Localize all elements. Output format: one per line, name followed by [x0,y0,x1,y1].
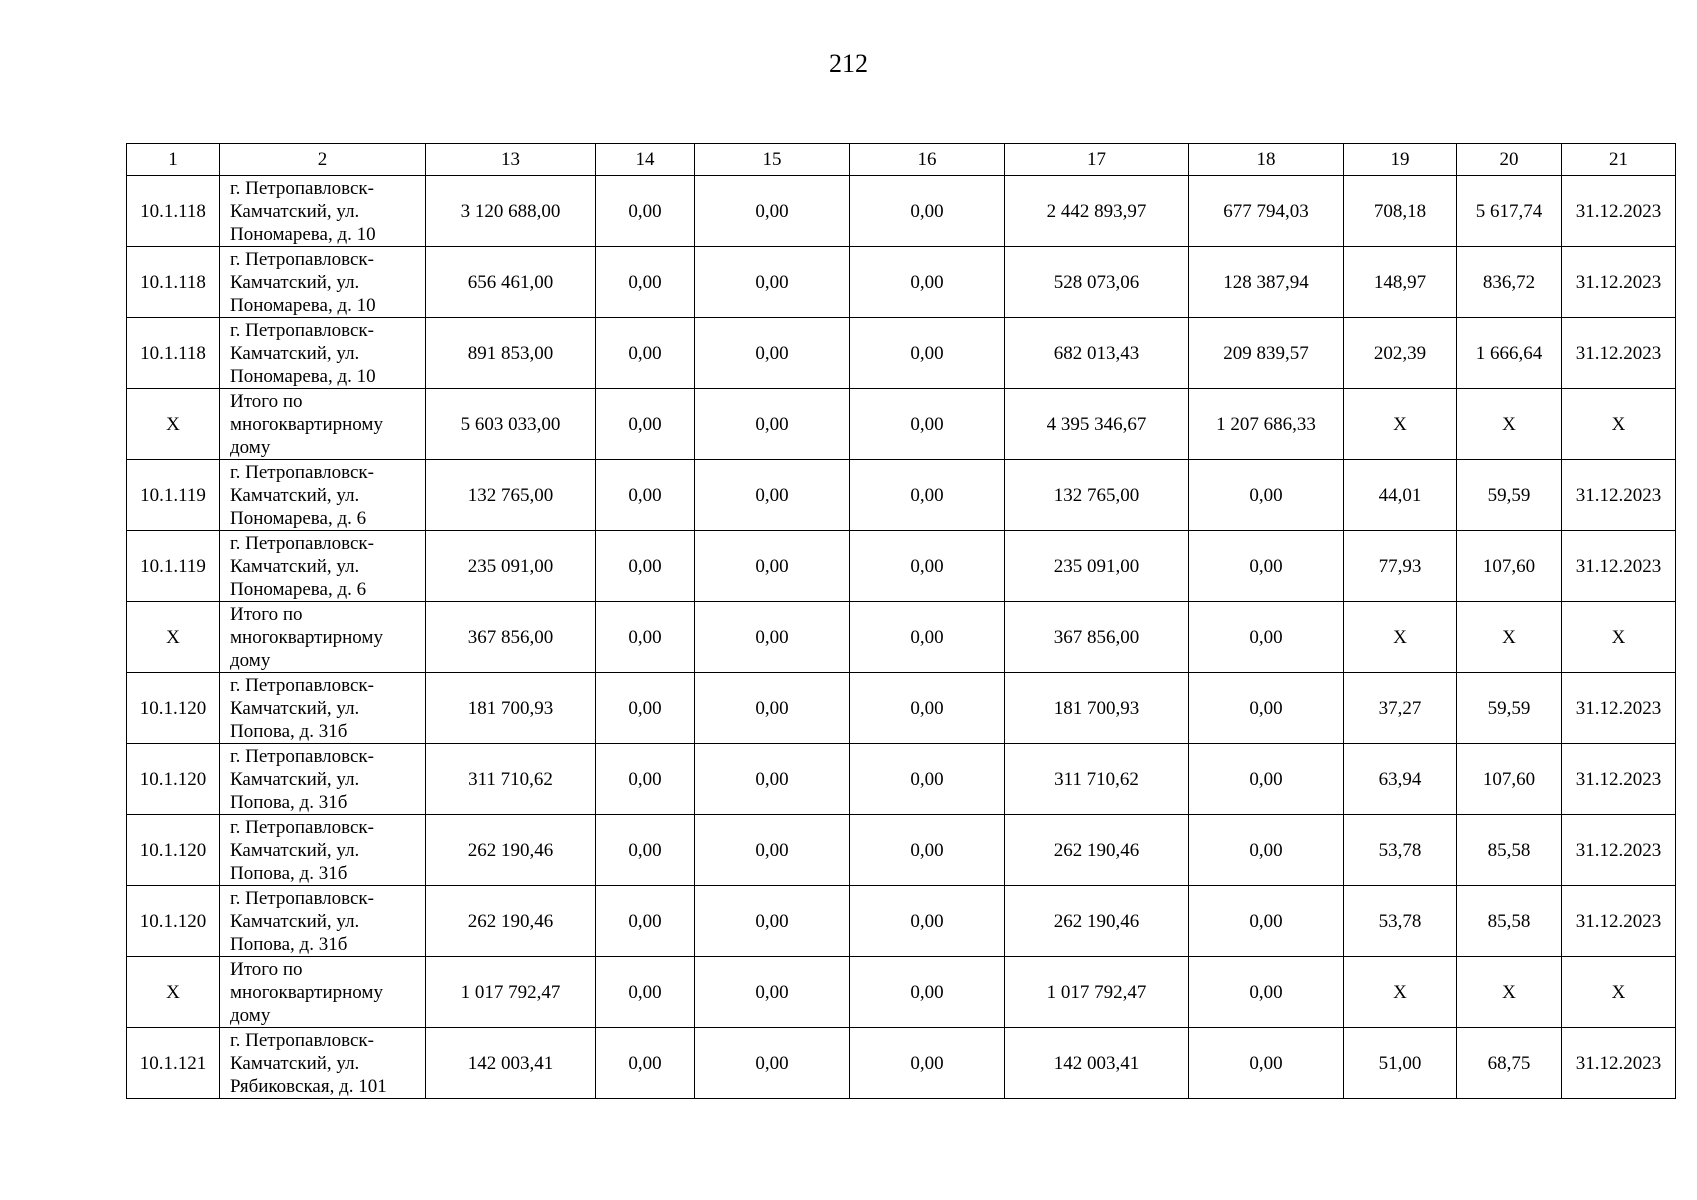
value-cell: 0,00 [695,389,850,460]
address-cell: г. Петропавловск- Камчатский, ул. Попова, д. 31б [220,673,426,744]
value-cell: 181 700,93 [426,673,596,744]
value-cell: 0,00 [1189,673,1344,744]
value-cell: 891 853,00 [426,318,596,389]
table-row [127,460,1676,531]
value-cell: 367 856,00 [426,602,596,673]
value-cell: 181 700,93 [1005,673,1189,744]
address-cell: Итого по многоквартирному дому [220,957,426,1028]
value-cell: 0,00 [596,815,695,886]
value-cell: 0,00 [850,673,1005,744]
value-cell: 0,00 [596,1028,695,1099]
value-cell: 528 073,06 [1005,247,1189,318]
column-header: 21 [1562,144,1676,176]
column-header: 16 [850,144,1005,176]
value-cell: 0,00 [695,602,850,673]
value-cell: X [1457,957,1562,1028]
value-cell: 677 794,03 [1189,176,1344,247]
date-cell: 31.12.2023 [1562,886,1676,957]
date-cell: X [1562,602,1676,673]
table-row [127,531,1676,602]
value-cell: 202,39 [1344,318,1457,389]
value-cell: 77,93 [1344,531,1457,602]
table-row [127,176,1676,247]
value-cell: 0,00 [1189,1028,1344,1099]
value-cell: 0,00 [695,673,850,744]
row-number-cell: 10.1.119 [127,460,220,531]
value-cell: 0,00 [850,247,1005,318]
address-cell: г. Петропавловск- Камчатский, ул. Пономарева, д. 10 [220,176,426,247]
value-cell: X [1344,957,1457,1028]
value-cell: 262 190,46 [1005,815,1189,886]
value-cell: 107,60 [1457,744,1562,815]
value-cell: 0,00 [1189,460,1344,531]
row-number-cell: 10.1.120 [127,673,220,744]
row-number-cell: X [127,389,220,460]
date-cell: 31.12.2023 [1562,318,1676,389]
value-cell: 0,00 [850,602,1005,673]
value-cell: X [1457,389,1562,460]
value-cell: 0,00 [596,176,695,247]
value-cell: 311 710,62 [426,744,596,815]
value-cell: X [1457,602,1562,673]
value-cell: 0,00 [1189,744,1344,815]
value-cell: 0,00 [596,389,695,460]
value-cell: 262 190,46 [1005,886,1189,957]
value-cell: 0,00 [1189,531,1344,602]
value-cell: 0,00 [850,176,1005,247]
value-cell: 656 461,00 [426,247,596,318]
subtotal-row [127,957,1676,1028]
row-number-cell: X [127,602,220,673]
value-cell: 1 207 686,33 [1189,389,1344,460]
value-cell: 0,00 [695,318,850,389]
date-cell: 31.12.2023 [1562,744,1676,815]
data-table [126,143,1676,1099]
column-header: 13 [426,144,596,176]
value-cell: 0,00 [695,1028,850,1099]
value-cell: 142 003,41 [1005,1028,1189,1099]
value-cell: 1 017 792,47 [1005,957,1189,1028]
address-cell: г. Петропавловск- Камчатский, ул. Попова, д. 31б [220,744,426,815]
value-cell: 0,00 [695,815,850,886]
value-cell: 708,18 [1344,176,1457,247]
value-cell: 53,78 [1344,886,1457,957]
date-cell: 31.12.2023 [1562,531,1676,602]
header-row [127,144,1676,176]
value-cell: 68,75 [1457,1028,1562,1099]
address-cell: г. Петропавловск- Камчатский, ул. Попова, д. 31б [220,886,426,957]
row-number-cell: 10.1.118 [127,318,220,389]
date-cell: 31.12.2023 [1562,673,1676,744]
value-cell: 311 710,62 [1005,744,1189,815]
row-number-cell: 10.1.120 [127,815,220,886]
value-cell: 262 190,46 [426,886,596,957]
value-cell: 53,78 [1344,815,1457,886]
value-cell: 0,00 [1189,957,1344,1028]
value-cell: 0,00 [850,886,1005,957]
date-cell: X [1562,957,1676,1028]
table-row [127,318,1676,389]
column-header: 1 [127,144,220,176]
date-cell: 31.12.2023 [1562,176,1676,247]
column-header: 2 [220,144,426,176]
value-cell: 235 091,00 [1005,531,1189,602]
value-cell: 63,94 [1344,744,1457,815]
date-cell: 31.12.2023 [1562,815,1676,886]
table-row [127,815,1676,886]
address-cell: г. Петропавловск- Камчатский, ул. Рябиковская, д. 101 [220,1028,426,1099]
address-cell: Итого по многоквартирному дому [220,602,426,673]
value-cell: 2 442 893,97 [1005,176,1189,247]
date-cell: 31.12.2023 [1562,247,1676,318]
address-cell: г. Петропавловск- Камчатский, ул. Пономарева, д. 6 [220,460,426,531]
value-cell: 132 765,00 [1005,460,1189,531]
value-cell: 0,00 [850,957,1005,1028]
value-cell: 59,59 [1457,673,1562,744]
value-cell: 132 765,00 [426,460,596,531]
value-cell: 0,00 [596,318,695,389]
table-row [127,673,1676,744]
value-cell: 235 091,00 [426,531,596,602]
value-cell: 5 617,74 [1457,176,1562,247]
row-number-cell: 10.1.119 [127,531,220,602]
value-cell: 0,00 [850,815,1005,886]
date-cell: X [1562,389,1676,460]
value-cell: 59,59 [1457,460,1562,531]
value-cell: 209 839,57 [1189,318,1344,389]
page-number: 212 [829,49,868,78]
row-number-cell: 10.1.120 [127,744,220,815]
value-cell: 4 395 346,67 [1005,389,1189,460]
value-cell: 0,00 [596,744,695,815]
value-cell: 0,00 [695,957,850,1028]
table-row [127,886,1676,957]
value-cell: 0,00 [695,744,850,815]
table-row [127,744,1676,815]
value-cell: 0,00 [695,460,850,531]
table-row [127,247,1676,318]
value-cell: 51,00 [1344,1028,1457,1099]
value-cell: 682 013,43 [1005,318,1189,389]
value-cell: 0,00 [596,886,695,957]
table-header [127,144,1676,176]
address-cell: г. Петропавловск- Камчатский, ул. Пономарева, д. 10 [220,247,426,318]
date-cell: 31.12.2023 [1562,1028,1676,1099]
row-number-cell: 10.1.120 [127,886,220,957]
value-cell: 367 856,00 [1005,602,1189,673]
row-number-cell: 10.1.118 [127,176,220,247]
value-cell: X [1344,389,1457,460]
value-cell: 142 003,41 [426,1028,596,1099]
value-cell: 262 190,46 [426,815,596,886]
value-cell: 0,00 [695,247,850,318]
value-cell: 107,60 [1457,531,1562,602]
value-cell: 85,58 [1457,886,1562,957]
value-cell: 44,01 [1344,460,1457,531]
row-number-cell: 10.1.121 [127,1028,220,1099]
subtotal-row [127,389,1676,460]
value-cell: 1 666,64 [1457,318,1562,389]
value-cell: 0,00 [850,460,1005,531]
value-cell: 0,00 [596,673,695,744]
column-header: 18 [1189,144,1344,176]
row-number-cell: 10.1.118 [127,247,220,318]
subtotal-row [127,602,1676,673]
value-cell: X [1344,602,1457,673]
address-cell: г. Петропавловск- Камчатский, ул. Пономарева, д. 10 [220,318,426,389]
value-cell: 0,00 [1189,602,1344,673]
value-cell: 128 387,94 [1189,247,1344,318]
date-cell: 31.12.2023 [1562,460,1676,531]
address-cell: г. Петропавловск- Камчатский, ул. Попова, д. 31б [220,815,426,886]
address-cell: Итого по многоквартирному дому [220,389,426,460]
value-cell: 0,00 [1189,886,1344,957]
column-header: 17 [1005,144,1189,176]
value-cell: 0,00 [596,602,695,673]
value-cell: 0,00 [596,531,695,602]
value-cell: 836,72 [1457,247,1562,318]
column-header: 15 [695,144,850,176]
address-cell: г. Петропавловск- Камчатский, ул. Пономарева, д. 6 [220,531,426,602]
value-cell: 37,27 [1344,673,1457,744]
value-cell: 0,00 [596,460,695,531]
value-cell: 148,97 [1344,247,1457,318]
value-cell: 0,00 [1189,815,1344,886]
value-cell: 0,00 [695,531,850,602]
table-row [127,1028,1676,1099]
table-body [127,176,1676,1099]
column-header: 20 [1457,144,1562,176]
value-cell: 1 017 792,47 [426,957,596,1028]
value-cell: 0,00 [850,744,1005,815]
value-cell: 0,00 [695,176,850,247]
row-number-cell: X [127,957,220,1028]
value-cell: 85,58 [1457,815,1562,886]
value-cell: 0,00 [850,1028,1005,1099]
column-header: 14 [596,144,695,176]
value-cell: 0,00 [596,957,695,1028]
value-cell: 3 120 688,00 [426,176,596,247]
value-cell: 0,00 [850,389,1005,460]
value-cell: 5 603 033,00 [426,389,596,460]
value-cell: 0,00 [596,247,695,318]
column-header: 19 [1344,144,1457,176]
value-cell: 0,00 [695,886,850,957]
value-cell: 0,00 [850,531,1005,602]
value-cell: 0,00 [850,318,1005,389]
